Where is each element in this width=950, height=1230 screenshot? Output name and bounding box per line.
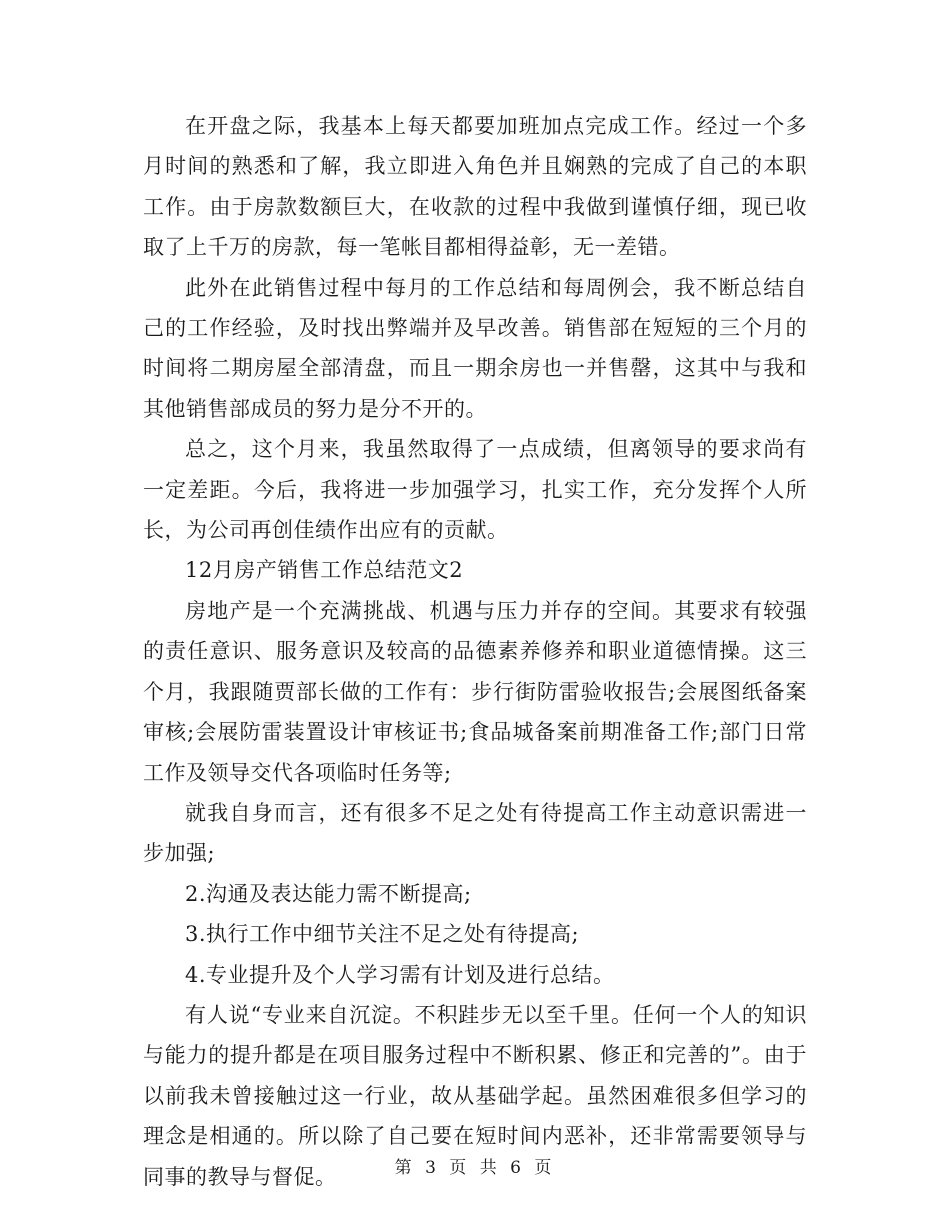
- list-item-4: 4.专业提升及个人学习需有计划及进行总结。: [185, 962, 615, 987]
- paragraph-3: 总之，这个月来，我虽然取得了一点成绩，但离领导的要求尚有一定差距。今后，我将进一步加强学习，扎实工作，充分发挥个人所长，为公司再创佳绩作出应有的贡献。: [143, 437, 807, 543]
- paragraph-2: 此外在此销售过程中每月的工作总结和每周例会，我不断总结自己的工作经验，及时找出弊端并及早改善。销售部在短短的三个月的时间将二期房屋全部清盘，而且一期余房也一并售罄，这其中与我和其他销售部成员的努力是分不开的。: [143, 275, 807, 421]
- section-heading: 12月房产销售工作总结范文2: [185, 558, 464, 583]
- paragraph-1: 在开盘之际，我基本上每天都要加班加点完成工作。经过一个多月时间的熟悉和了解，我立即进入角色并且娴熟的完成了自己的本职工作。由于房款数额巨大，在收款的过程中我做到谨慎仔细，现已收取了上千万的房款，每一笔帐目都相得益彰，无一差错。: [143, 114, 807, 260]
- paragraph-6: 有人说“专业来自沉淀。不积跬步无以至千里。任何一个人的知识与能力的提升都是在项目服务过程中不断积累、修正和完善的”。由于以前我未曾接触过这一行业，故从基础学起。虽然困难很多但学习的理念是相通的。所以除了自己要在短时间内恶补，还非常需要领导与同事的教导与督促。: [143, 1002, 807, 1189]
- page-number-footer: 第 3 页 共 6 页: [394, 1158, 556, 1178]
- list-item-2: 2.沟通及表达能力需不断提高;: [185, 881, 472, 906]
- list-item-3: 3.执行工作中细节关注不足之处有待提高;: [185, 922, 580, 947]
- paragraph-4: 房地产是一个充满挑战、机遇与压力并存的空间。其要求有较强的责任意识、服务意识及较高的品德素养修养和职业道德情操。这三个月，我跟随贾部长做的工作有：步行街防雷验收报告;会展图纸备案审核;会展防雷装置设计审核证书;食品城备案前期准备工作;部门日常工作及领导交代各项临时任务等;: [143, 598, 807, 785]
- document-body: [143, 106, 807, 1197]
- paragraph-5: 就我自身而言，还有很多不足之处有待提高工作主动意识需进一步加强;: [143, 800, 807, 866]
